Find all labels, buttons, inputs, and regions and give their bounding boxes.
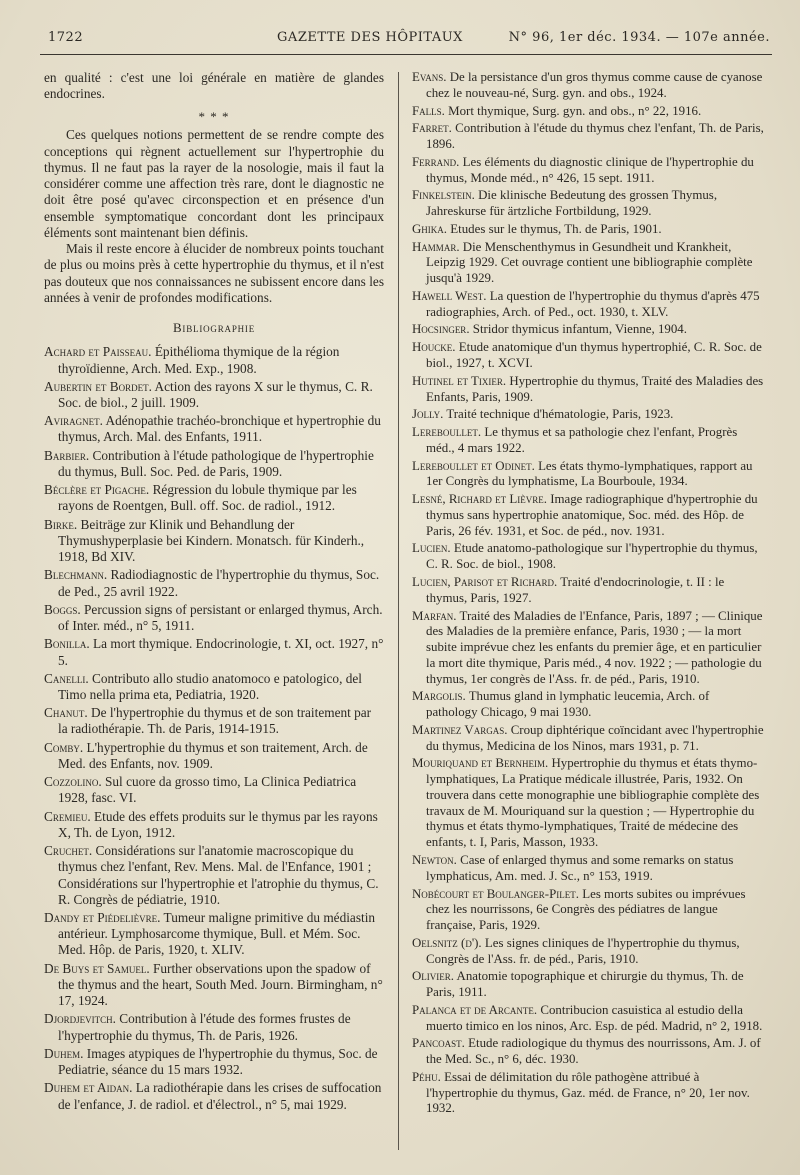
reference-text: Les morts subites ou imprévues chez les nourrissons, 6e Congrès des pédiatres de langue française, Paris, 1929. [426, 886, 746, 933]
reference-text: Traité d'endocrinologie, t. II : le thymus, Paris, 1927. [426, 574, 725, 605]
reference-author: Canelli. [44, 670, 89, 686]
reference-author: Ghika. [412, 221, 448, 236]
reference-entry [44, 671, 384, 703]
reference-author: Chanut. [44, 705, 88, 721]
paragraph: Mais il reste encore à élucider de nombreux points touchant de plus ou moins près à cette hypertrophie du thymus, et il n'est pas douteux que nos connaissances ne subissent encore dans les années à venir de profondes modifications. [44, 241, 384, 305]
reference-entry [412, 374, 764, 406]
reference-author: Barbier. [44, 447, 90, 463]
reference-text: Case of enlarged thymus and some remarks on status lymphaticus, Am. med. J. Sc., n° 153, 1919. [426, 852, 734, 883]
reference-entry [412, 1003, 764, 1035]
reference-text: Beiträge zur Klinik und Behandlung der Thymushyperplasie bei Kindern. Monatsch. für Kinderh., 1918, Bd XIV. [58, 516, 365, 565]
reference-author: Djordjevitch. [44, 1011, 116, 1027]
reference-entry [44, 910, 384, 959]
reference-text: Traité technique d'hématologie, Paris, 1923. [446, 407, 674, 422]
reference-text: Contribution à l'étude des formes frustes de l'hypertrophie du thymus, Th. de Paris, 1926. [58, 1011, 351, 1043]
reference-entry [44, 809, 384, 841]
reference-author: Falls. [412, 103, 445, 118]
page-number: 1722 [48, 30, 84, 45]
bibliography-heading: Bibliographie [172, 320, 256, 336]
reference-author: Cruchet. [44, 843, 93, 859]
reference-text: Etude des effets produits sur le thymus par les rayons X, Th. de Lyon, 1912. [58, 808, 378, 840]
reference-text: Traité des Maladies de l'Enfance, Paris, 1897 ; — Clinique des Maladies de la première enfance, Paris, 1930 ; — la mort subite imprévue chez les enfants du premier âge, et en particulier la mort dite thymique, Paris méd., 4 nov. 1922 ; — pathologie du thymus, 1er congrès de l'Ass. fr. de péd., Paris, 1910. [426, 608, 763, 686]
right-column [412, 70, 764, 1119]
reference-entry [44, 379, 384, 411]
reference-entry [44, 567, 384, 599]
reference-entry [44, 774, 384, 806]
reference-text: Contribution à l'étude pathologique de l'hypertrophie du thymus, Bull. Soc. Ped. de Paris, 1909. [58, 447, 374, 479]
reference-author: Hammar. [412, 239, 460, 254]
reference-text: Hypertrophie du thymus, Traité des Maladies des Enfants, Paris, 1909. [426, 373, 764, 404]
reference-text: Sul cuore da grosso timo, La Clinica Pediatrica 1928, fasc. VI. [58, 774, 357, 806]
reference-text: Radiodiagnostic de l'hypertrophie du thymus, Soc. de Ped., 25 avril 1922. [58, 567, 380, 599]
reference-entry [412, 756, 764, 851]
reference-author: Margolis. [412, 689, 466, 704]
reference-text: Contributo allo studio anatomoco e patologico, del Timo nella prima eta, Pediatria, 1920. [58, 670, 362, 702]
reference-entry [44, 602, 384, 634]
reference-text: Further observations upon the spadow of the thymus and the heart, South Med. Journ. Birmingham, n° 17, 1924. [58, 960, 383, 1009]
reference-author: Houcke. [412, 340, 456, 355]
reference-author: Lucien. [412, 541, 451, 556]
reference-entry [412, 609, 764, 688]
reference-text: Stridor thymicus infantum, Vienne, 1904. [472, 322, 687, 337]
reference-entry [44, 1080, 384, 1112]
reference-text: Le thymus et sa pathologie chez l'enfant, Progrès méd., 4 mars 1922. [426, 425, 738, 455]
reference-author: Cozzolino. [44, 774, 102, 790]
reference-entry [44, 482, 384, 514]
reference-text: Etude radiologique du thymus des nourrissons, Am. J. of the Med. Sc., n° 6, déc. 1930. [426, 1036, 761, 1067]
reference-author: Aubertin et Bordet. [44, 378, 152, 394]
reference-author: Jolly. [412, 407, 444, 422]
reference-author: Finkelstein. [412, 188, 475, 203]
column-divider [398, 72, 399, 1150]
reference-text: Die Menschenthymus in Gesundheit und Krankheit, Leipzig 1929. Cet ouvrage contient une bibliographie complète jusqu'à 1929. [426, 239, 753, 286]
reference-author: Lesné, Richard et Lièvre. [412, 492, 547, 507]
reference-text: Les états thymo-lymphatiques, rapport au 1er Congrès du lymphatisme, La Bourboule, 1934. [426, 458, 753, 489]
reference-text: Essai de délimitation du rôle pathogène attribué à l'hypertrophie du thymus, Gaz. méd. de France, n° 20, 1er nov. 1932. [426, 1069, 750, 1116]
reference-author: Farret. [412, 121, 452, 136]
reference-entry [412, 425, 764, 457]
reference-entry [44, 1046, 384, 1078]
reference-text: De l'hypertrophie du thymus et de son traitement par la radiothérapie. Th. de Paris, 1914-1915. [58, 705, 372, 737]
reference-author: Duhem. [44, 1045, 84, 1061]
reference-text: Mort thymique, Surg. gyn. and obs., n° 22, 1916. [448, 103, 702, 118]
reference-text: Thumus gland in lymphatic leucemia, Arch. of pathology Chicago, 9 mai 1930. [426, 689, 710, 720]
reference-author: Dandy et Piédelièvre. [44, 910, 161, 926]
reference-author: Nobécourt et Boulanger-Pilet. [412, 886, 579, 901]
reference-entry [44, 413, 384, 445]
reference-entry [412, 188, 764, 220]
reference-author: Blechmann. [44, 567, 108, 583]
running-header [40, 30, 770, 52]
reference-list-right [412, 70, 764, 1117]
reference-author: Achard et Paisseau. [44, 344, 152, 360]
reference-text: De la persistance d'un gros thymus comme cause de cyanose chez le nouveau-né, Surg. gyn. and obs., 1924. [426, 70, 763, 100]
reference-author: Hocsinger. [412, 322, 470, 337]
reference-text: La mort thymique. Endocrinologie, t. XI, oct. 1927, n° 5. [58, 636, 384, 668]
reference-entry [412, 240, 764, 287]
reference-entry [412, 104, 764, 120]
reference-text: Die klinische Bedeutung des grossen Thymus, Jahreskurse für ärtzliche Fortbildung, 1929. [426, 188, 718, 219]
reference-author: Martinez Vargas. [412, 722, 508, 737]
reference-text: La radiothérapie dans les crises de suffocation de l'enfance, J. de radiol. et d'électrol., n° 5, mai 1929. [58, 1080, 382, 1112]
reference-entry [412, 575, 764, 607]
reference-entry [412, 492, 764, 539]
reference-entry [412, 121, 764, 153]
issue-info: N° 96, 1er déc. 1934. — 107e année. [508, 30, 770, 45]
reference-entry [412, 541, 764, 573]
reference-text: Anatomie topographique et chirurgie du thymus, Th. de Paris, 1911. [426, 969, 744, 1000]
reference-entry [412, 70, 764, 102]
reference-author: Cremieu. [44, 808, 91, 824]
reference-text: Action des rayons X sur le thymus, C. R. Soc. de biol., 2 juill. 1909. [58, 378, 373, 410]
header-rule [40, 54, 772, 55]
reference-text: Adénopathie trachéo-bronchique et hypertrophie du thymus, Arch. Mal. des Enfants, 1911. [58, 413, 381, 445]
reference-entry [412, 853, 764, 885]
journal-title: GAZETTE DES HÔPITAUX [277, 30, 463, 45]
reference-entry [44, 843, 384, 908]
reference-text: Épithélioma thymique de la région thyroïdienne, Arch. Med. Exp., 1908. [58, 344, 340, 376]
reference-text: L'hypertrophie du thymus et son traitement, Arch. de Med. des Enfants, nov. 1909. [58, 739, 368, 771]
reference-author: Hutinel et Tixier. [412, 373, 507, 388]
reference-author: Lereboullet. [412, 425, 482, 440]
left-column [44, 70, 384, 1115]
reference-author: Béclère et Pigache. [44, 482, 150, 498]
reference-text: Image radiographique d'hypertrophie du thymus sans hypertrophie anatomique, Soc. méd. des Hôp. de Paris, 26 fév. 1931, et Soc. de péd., nov. 1931. [426, 492, 758, 538]
reference-text: Percussion signs of persistant or enlarged thymus, Arch. of Inter. méd., n° 5, 1911. [58, 601, 383, 634]
reference-entry [412, 969, 764, 1001]
reference-entry [412, 887, 764, 934]
reference-author: Ferrand. [412, 154, 460, 169]
reference-author: Birke. [44, 516, 78, 532]
reference-author: Aviragnet. [44, 413, 103, 429]
reference-author: Pancoast. [412, 1036, 465, 1051]
reference-entry [412, 1036, 764, 1068]
reference-text: Etudes sur le thymus, Th. de Paris, 1901. [450, 221, 662, 236]
reference-text: Contribution à l'étude du thymus chez l'enfant, Th. de Paris, 1896. [426, 121, 764, 152]
reference-entry [412, 1070, 764, 1117]
reference-entry [412, 936, 764, 968]
reference-entry [412, 407, 764, 423]
reference-author: Lereboullet et Odinet. [412, 458, 535, 473]
reference-author: Mouriquand et Bernheim. [412, 756, 549, 771]
reference-text: Les éléments du diagnostic clinique de l'hypertrophie du thymus, Monde méd., n° 426, 15 sept. 1911. [426, 154, 754, 185]
reference-entry [44, 740, 384, 772]
reference-author: Péhu. [412, 1069, 441, 1084]
reference-author: Comby. [44, 739, 84, 755]
reference-entry [44, 448, 384, 480]
reference-list-left [44, 344, 384, 1113]
reference-text: Etude anatomique d'un thymus hypertrophié, C. R. Soc. de biol., 1927, t. XCVI. [426, 340, 762, 371]
reference-author: Evans. [412, 70, 447, 84]
reference-text: La question de l'hypertrophie du thymus d'après 475 radiographies, Arch. of Ped., oct. 1930, t. XLV. [426, 288, 760, 319]
reference-entry [44, 1011, 384, 1043]
reference-author: Marfan. [412, 608, 457, 623]
reference-entry [412, 155, 764, 187]
reference-text: Hypertrophie du thymus et états thymo-lymphatiques, La Pratique médicale illustrée, Paris, 1932. On trouvera dans cette monographie une bibliographie complète des travaux de M. Mouriquand sur la question ; — Hypertrophie du thymus et états thymo-lymphatiques, Traité de médecine des enfants, t. I, Paris, Masson, 1933. [426, 756, 760, 850]
reference-author: Olivier. [412, 969, 455, 984]
reference-author: Bonilla. [44, 636, 90, 652]
paragraph-continued: en qualité : c'est une loi générale en matière de glandes endocrines. [44, 70, 384, 102]
reference-text: Etude anatomo-pathologique sur l'hypertrophie du thymus, C. R. Soc. de biol., 1908. [426, 541, 758, 572]
reference-text: Contribucion casuistica al estudio della muerto timico en los ninos, Arc. Esp. de péd. Madrid, n° 2, 1918. [426, 1002, 763, 1033]
reference-entry [412, 723, 764, 755]
reference-author: Boggs. [44, 601, 81, 617]
reference-author: Oelsnitz (d'). [412, 935, 482, 950]
reference-author: Duhem et Aidan. [44, 1080, 133, 1096]
reference-entry [412, 340, 764, 372]
reference-entry [412, 222, 764, 238]
reference-text: Les signes cliniques de l'hypertrophie du thymus, Congrès de l'Ass. fr. de péd., Paris, 1910. [426, 935, 740, 966]
reference-entry [412, 689, 764, 721]
reference-entry [44, 636, 384, 668]
reference-author: Lucien, Parisot et Richard. [412, 574, 558, 589]
section-separator: * * * [198, 109, 230, 125]
reference-author: Newton. [412, 852, 457, 867]
reference-text: Images atypiques de l'hypertrophie du thymus, Soc. de Pediatrie, séance du 15 mars 1932. [58, 1045, 378, 1078]
paragraph: Ces quelques notions permettent de se rendre compte des conceptions qui règnent actuellement sur l'hypertrophie du thymus. Il ne faut pas la rayer de la nosologie, mais il faut la considérer comme une affection très rare, dont le diagnostic ne doit être posé qu'avec circonspection et en présence d'un ensemble symptomatique concordant dont les principaux éléments sont maintenant bien définis. [44, 127, 384, 240]
reference-entry [44, 705, 384, 737]
reference-entry [44, 961, 384, 1010]
reference-text: Considérations sur l'anatomie macroscopique du thymus chez l'enfant, Rev. Mens. Mal. de l'Enfance, 1901 ; Considérations sur l'hypertrophie et l'atrophie du thymus, C. R. Congrès de pédiatrie, 1910. [58, 843, 379, 907]
reference-author: De Buys et Samuel. [44, 960, 150, 976]
reference-author: Palanca et de Arcante. [412, 1002, 538, 1017]
reference-text: Tumeur maligne primitive du médiastin antérieur. Lymphosarcome thymique, Bull. et Mém. Soc. Med. Hôp. de Paris, 1920, t. XLIV. [58, 910, 376, 958]
reference-entry [44, 517, 384, 566]
reference-text: Régression du lobule thymique par les rayons de Roentgen, Bull. off. Soc. de radiol., 1912. [58, 482, 357, 514]
reference-entry [412, 289, 764, 321]
reference-entry [412, 459, 764, 491]
reference-text: Croup diphtérique coïncidant avec l'hypertrophie du thymus, Medicina de los Ninos, mars 1931, p. 71. [426, 722, 764, 753]
reference-author: Hawell West. [412, 288, 487, 303]
reference-entry [412, 322, 764, 338]
reference-entry [44, 344, 384, 376]
